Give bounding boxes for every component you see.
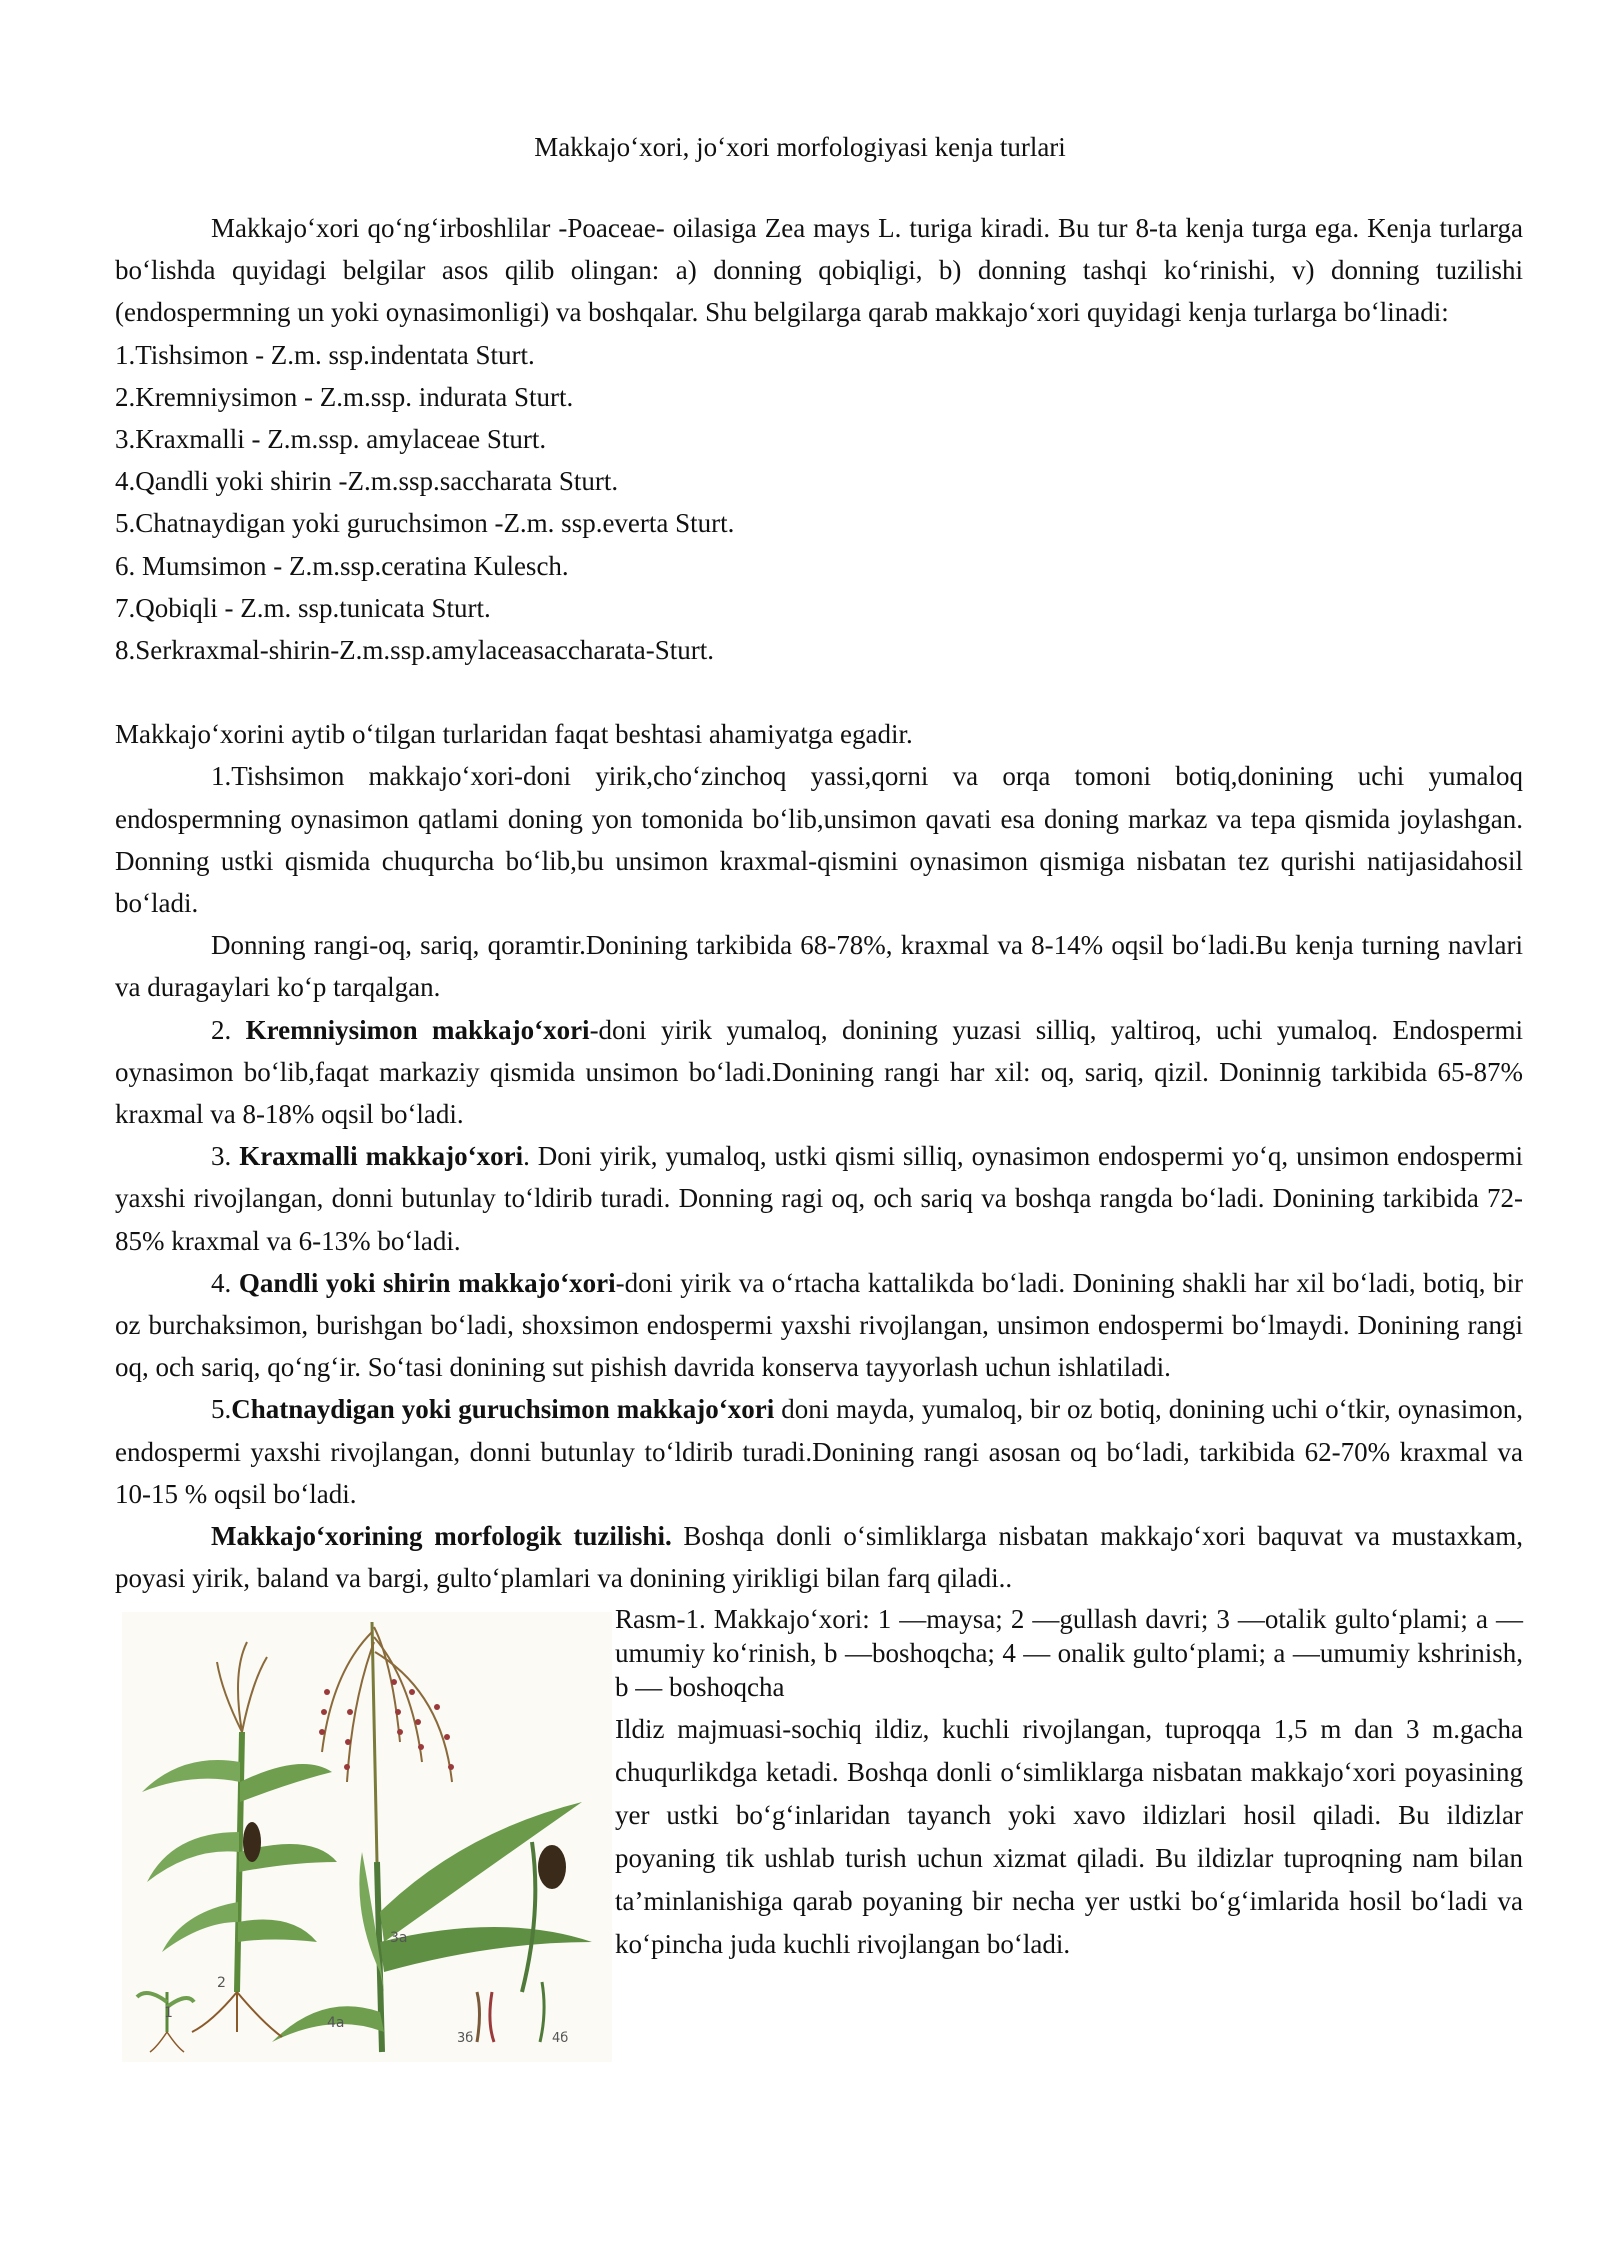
- subspecies-item: 1.Tishsimon - Z.m. ssp.indentata Sturt.: [115, 339, 535, 370]
- summary-line: Makkajo‘xorini aytib o‘tilgan turlaridan faqat beshtasi ahamiyatga egadir.: [115, 719, 913, 750]
- figure-section: [115, 1602, 1523, 2082]
- paragraph-kremniysimon: [115, 1009, 1523, 1136]
- section-heading: Makkajo‘xorining morfologik tuzilishi.: [211, 1521, 672, 1552]
- item-text: -doni yirik yumaloq, donining yuzasi silliq, yaltiroq, uchi yumaloq. Endospermi oynasimon bo‘lib,faqat markaziy qismida unsimon bo‘ladi.Donining rangi har xil: oq, sariq, qizil. Doninnig tarkibida 65-87% kraxmal va 8-18% oqsil bo‘ladi.: [115, 1014, 1524, 1130]
- item-text: -doni yirik va o‘rtacha kattalikda bo‘ladi. Donining shakli har xil bo‘ladi, botiq, bir oz burchaksimon, burishgan bo‘ladi, shoxsimon endospermi yaxshi rivojlangan, unsimon endospermi bo‘lmaydi. Donining rangi oq, och sariq, qo‘ng‘ir. So‘tasi donining sut pishish davrida konserva tayyorlash uchun ishlatiladi.: [115, 1267, 1524, 1383]
- figure-label: 2: [217, 1974, 226, 1991]
- paragraph-tishsimon-color: Donning rangi-oq, sariq, qoramtir.Donining tarkibida 68-78%, kraxmal va 8-14% oqsil bo‘ladi.Bu kenja turning navlari va duragaylari ko‘p tarqalgan.: [115, 930, 1523, 1003]
- item-number: 2.: [211, 1014, 246, 1045]
- page-title: Makkajo‘xori, jo‘xori morfologiyasi kenja turlari: [534, 132, 1066, 162]
- item-number: 3.: [211, 1141, 240, 1172]
- item-text: doni mayda, yumaloq, bir oz botiq, donining uchi o‘tkir, oynasimon, endospermi yaxshi rivojlangan, donni butunlay to‘ldirib turadi.Donining rangi asosan oq bo‘ladi, tarkibida 62-70% kraxmal va 10-15 % oqsil bo‘ladi.: [115, 1394, 1523, 1509]
- figure-label: 3б: [457, 2030, 474, 2046]
- figure-caption: Rasm-1. Makkajo‘xori: 1 —maysa; 2 —gullash davri; 3 —otalik gulto‘plami; a —umumiy ko‘rinish, b —boshoqcha; 4 — onalik gulto‘plami; a —umumiy kshrinish, b — boshoqcha: [615, 1603, 1523, 1702]
- paragraph-qandli: [115, 1262, 1523, 1389]
- paragraph-kraxmalli: [115, 1135, 1523, 1262]
- figure-label: 4б: [552, 2030, 569, 2046]
- paragraph-morfologik: [115, 1515, 1523, 1599]
- section-text: Boshqa donli o‘simliklarga nisbatan makkajo‘xori baquvat va mustaxkam, poyasi yirik, baland va bargi, gulto‘plamlari va donining yirikligi bilan farq qiladi..: [115, 1521, 1523, 1594]
- item-heading: Qandli yoki shirin makkajo‘xori: [238, 1267, 616, 1298]
- item-number: 5.: [211, 1394, 232, 1425]
- paragraph-chatnaydigan: [115, 1388, 1523, 1515]
- subspecies-item: 5.Chatnaydigan yoki guruchsimon -Z.m. ssp.everta Sturt.: [115, 508, 735, 539]
- item-heading: Kraxmalli makkajo‘xori: [239, 1141, 524, 1172]
- maize-illustration: [122, 1612, 612, 2062]
- paragraph-tishsimon: 1.Tishsimon makkajo‘xori-doni yirik,cho‘zinchoq yassi,qorni va orqa tomoni botiq,donining uchi yumaloq endospermning oynasimon qatlami doning yon tomonida bo‘lib,unsimon qavati esa doning markaz va tepa qismida joylashgan. Donning ustki qismida chuqurcha bo‘lib,bu unsimon kraxmal-qismini oynasimon qismiga nisbatan tez qurishi natijasidahosil bo‘ladi.: [115, 761, 1523, 919]
- subspecies-item: 8.Serkraxmal-shirin-Z.m.ssp.amylaceasaccharata-Sturt.: [115, 635, 715, 666]
- subspecies-item: 7.Qobiqli - Z.m. ssp.tunicata Sturt.: [115, 592, 491, 623]
- figure-label: 4a: [327, 2014, 345, 2031]
- item-heading: Chatnaydigan yoki guruchsimon makkajo‘xori: [231, 1394, 775, 1425]
- document-body: [115, 207, 1523, 2082]
- item-number: 4.: [211, 1267, 239, 1298]
- figure-text-column: [615, 1602, 1523, 1966]
- figure-label: 3a: [390, 1929, 408, 1946]
- figure-label: 1: [164, 2004, 173, 2021]
- intro-paragraph: Makkajo‘xori qo‘ng‘irboshlilar -Poaceae- oilasiga Zea mays L. turiga kiradi. Bu tur 8-ta kenja turga ega. Kenja turlarga bo‘lishda quyidagi belgilar asos qilib olingan: a) donning qobiqligi, b) donning tashqi ko‘rinishi, v) donning tuzilishi (endospermning un yoki oynasimonligi) va boshqalar. Shu belgilarga qarab makkajo‘xori quyidagi kenja turlarga bo‘linadi:: [115, 213, 1523, 328]
- subspecies-item: 3.Kraxmalli - Z.m.ssp. amylaceae Sturt.: [115, 424, 547, 455]
- item-heading: Kremniysimon makkajo‘xori: [245, 1014, 590, 1045]
- subspecies-item: 2.Kremniysimon - Z.m.ssp. indurata Sturt.: [115, 381, 574, 412]
- item-text: . Doni yirik, yumaloq, ustki qismi silliq, oynasimon endospermi yo‘q, unsimon endospermi yaxshi rivojlangan, donni butunlay to‘ldirib turadi. Donning ragi oq, och sariq va boshqa rangda bo‘ladi. Donining tarkibida 72-85% kraxmal va 6-13% bo‘ladi.: [115, 1141, 1524, 1256]
- subspecies-item: 4.Qandli yoki shirin -Z.m.ssp.saccharata Sturt.: [115, 466, 619, 497]
- paragraph-ildiz: Ildiz majmuasi-sochiq ildiz, kuchli rivojlangan, tuproqqa 1,5 m dan 3 m.gacha chuqurlikdga ketadi. Boshqa donli o‘simliklarga nisbatan makkajo‘xori poyasining yer ustki bo‘g‘inlaridan tayanch yoki xavo ildizlari hosil qiladi. Bu ildizlar poyaning tik ushlab turish uchun xizmat qiladi. Bu ildizlar tuproqning nam bilan ta’minlanishiga qarab poyaning bir necha yer ustki bo‘g‘imlarida hosil bo‘ladi va ko‘pincha juda kuchli rivojlangan bo‘ladi.: [615, 1713, 1523, 1959]
- subspecies-item: 6. Mumsimon - Z.m.ssp.ceratina Kulesch.: [115, 550, 569, 581]
- spacer: [115, 671, 1523, 713]
